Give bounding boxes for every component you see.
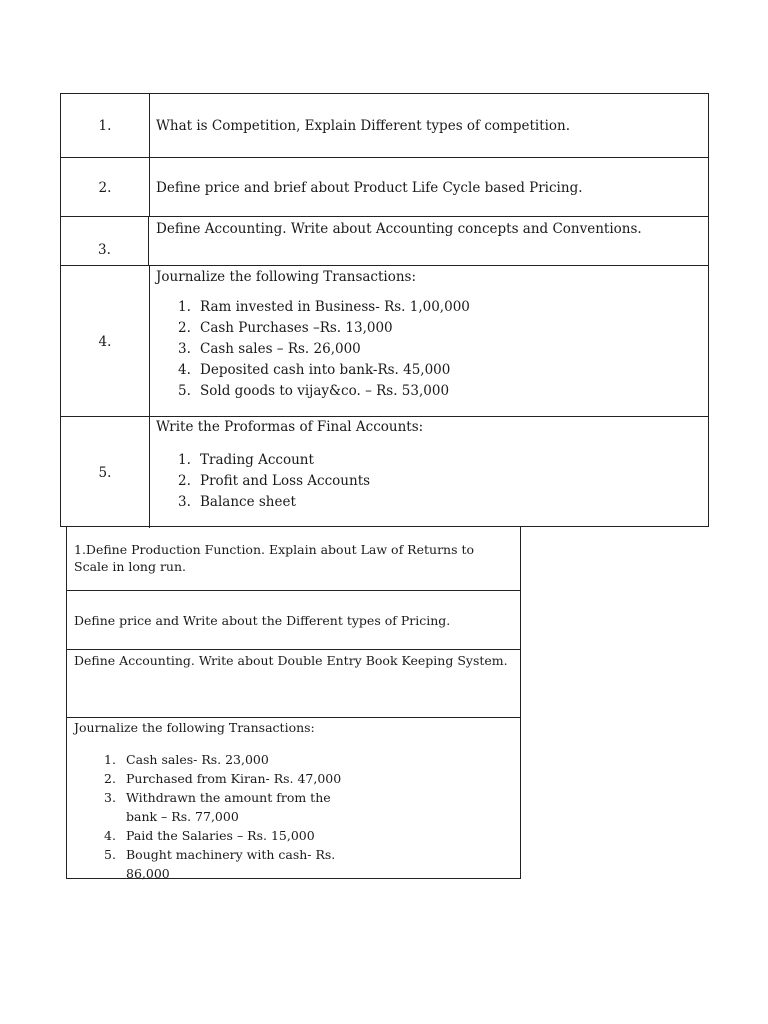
table-row (61, 94, 708, 157)
list-item: 4. Deposited cash into bank-Rs. 45,000 (178, 362, 451, 378)
list-item: 3. Balance sheet (178, 494, 296, 510)
question-text: Define Accounting. Write about Accounting concepts and Conventions. (156, 221, 642, 237)
question-text: Define price and Write about the Different types of Pricing. (74, 613, 451, 628)
transaction-list (156, 297, 700, 402)
question-number: 4. (61, 266, 150, 417)
list-item: 5. Bought machinery with cash- Rs. 86,000 (104, 847, 336, 881)
list-item: 1. Cash sales- Rs. 23,000 (104, 752, 269, 767)
accounts-list (156, 450, 700, 513)
list-item: 4. Paid the Salaries – Rs. 15,000 (104, 828, 315, 843)
list-item: 2. Profit and Loss Accounts (178, 473, 371, 489)
question-text: What is Competition, Explain Different types of competition. (156, 117, 571, 134)
question-number: 2. (61, 158, 150, 217)
list-item: 5. Sold goods to vijay&co. – Rs. 53,000 (178, 383, 450, 399)
question-text: Journalize the following Transactions: (156, 269, 417, 285)
question-text: Define Accounting. Write about Double Entry Book Keeping System. (74, 653, 508, 668)
table-row (67, 527, 520, 590)
list-item: 2. Cash Purchases –Rs. 13,000 (178, 320, 393, 336)
table-row (61, 265, 708, 417)
table-row (67, 649, 520, 718)
question-text: Define price and brief about Product Life Cycle based Pricing. (156, 179, 583, 196)
list-item: 3. Cash sales – Rs. 26,000 (178, 341, 361, 357)
list-item: 1. Ram invested in Business- Rs. 1,00,000 (178, 299, 470, 315)
list-item: 2. Purchased from Kiran- Rs. 47,000 (104, 771, 342, 786)
transaction-list (74, 750, 364, 883)
questions-table-2 (66, 527, 521, 879)
list-item: 3. Withdrawn the amount from the bank – Rs. 77,000 (104, 790, 331, 824)
question-number: 5. (61, 417, 150, 528)
table-row (61, 416, 708, 528)
questions-table-1 (60, 93, 709, 527)
list-item: 1. Trading Account (178, 452, 314, 468)
question-number: 1. (61, 94, 150, 157)
question-text: Journalize the following Transactions: (74, 720, 315, 735)
table-row (67, 717, 520, 879)
table-row (61, 216, 708, 266)
question-number: 3. (61, 217, 149, 266)
table-row (61, 157, 708, 217)
question-text: 1.Define Production Function. Explain about Law of Returns to Scale in long run. (74, 542, 475, 574)
table-row (67, 590, 520, 650)
question-text: Write the Proformas of Final Accounts: (156, 419, 424, 435)
